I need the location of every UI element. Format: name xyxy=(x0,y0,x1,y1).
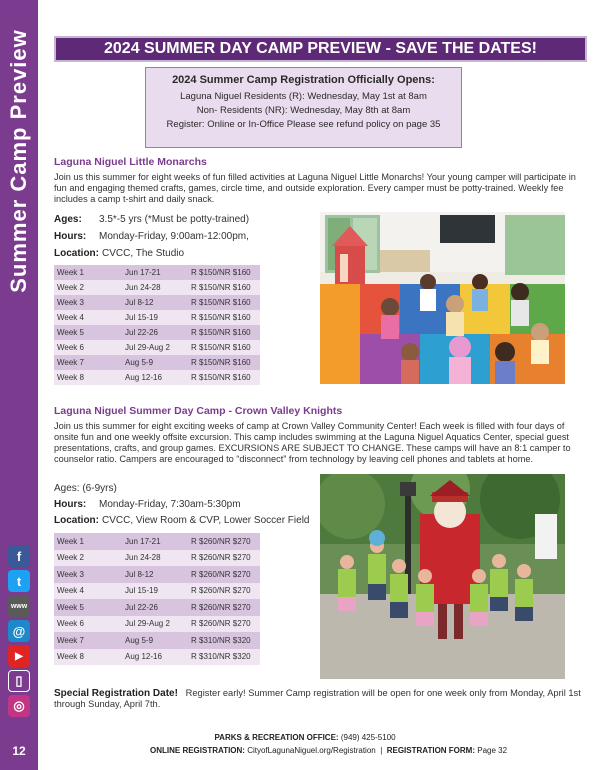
facebook-icon[interactable]: f xyxy=(8,545,30,567)
knights-description: Join us this summer for eight exciting weeks of camp at Crown Valley Community Center! Each week is filled with four days of onsite fun and one weekly offsite excursion. This camp includes swimming at the Laguna Niguel Aquatics Center, special guest presentations, crafts, and group games. EXCURSIONS ARE SUBJECT TO CHANGE. These camps will have an 8:1 camper to counselor ratio. Campers are encouraged to “disconnect” from technology by leaving cell phones and tablets at home. xyxy=(54,421,571,464)
classroom-photo xyxy=(320,212,565,384)
table-row: Week 7 Aug 5-9 R $310/NR $320 xyxy=(54,632,260,649)
registration-box xyxy=(145,67,462,148)
table-row: Week 5 Jul 22-26 R $150/NR $160 xyxy=(54,325,260,340)
monarchs-ages: Ages: 3.5*-5 yrs (*Must be potty-trained) xyxy=(54,214,250,225)
registration-heading: 2024 Summer Camp Registration Officially Opens: xyxy=(172,74,435,86)
page-number: 12 xyxy=(12,744,26,758)
sidebar-title: Summer Camp Preview xyxy=(6,29,31,293)
monarchs-description: Join us this summer for eight weeks of fun filled activities at Laguna Niguel Little Monarchs! Your young camper will participate in fun and engaging themed crafts, games, circle time, and outside exploration. Every camper must be potty-trained. Weekly fee includes a camp t-shirt and daily snack. xyxy=(54,172,576,204)
table-row: Week 4 Jul 15-19 R $150/NR $160 xyxy=(54,310,260,325)
table-row: Week 2 Jun 24-28 R $150/NR $160 xyxy=(54,280,260,295)
camp-group-photo xyxy=(320,474,565,679)
table-row: Week 8 Aug 12-16 R $310/NR $320 xyxy=(54,649,260,666)
monarchs-schedule-table xyxy=(54,265,260,385)
table-row: Week 2 Jun 24-28 R $260/NR $270 xyxy=(54,550,260,567)
registration-method: Register: Online or In-Office Please see refund policy on page 35 xyxy=(166,119,441,130)
table-row: Week 4 Jul 15-19 R $260/NR $270 xyxy=(54,583,260,600)
knights-title: Laguna Niguel Summer Day Camp - Crown Valley Knights xyxy=(54,405,343,417)
instagram-icon[interactable]: ◎ xyxy=(8,695,30,717)
email-icon[interactable]: @ xyxy=(8,620,30,642)
monarchs-location: Location: CVCC, The Studio xyxy=(54,248,185,259)
table-row: Week 3 Jul 8-12 R $260/NR $270 xyxy=(54,566,260,583)
youtube-icon[interactable]: ▶ xyxy=(8,645,30,667)
registration-link[interactable]: CityofLagunaNiguel.org/Registration xyxy=(247,746,376,755)
web-icon[interactable]: www xyxy=(8,595,30,617)
page-banner: 2024 SUMMER DAY CAMP PREVIEW - SAVE THE DATES! xyxy=(54,36,587,62)
monarchs-hours: Hours: Monday-Friday, 9:00am-12:00pm, xyxy=(54,231,249,242)
knights-ages: Ages: (6-9yrs) xyxy=(54,483,117,494)
footer-registration: ONLINE REGISTRATION: CityofLagunaNiguel.org/Registration | REGISTRATION FORM: Page 32 xyxy=(150,746,508,755)
phone-icon[interactable]: ▯ xyxy=(8,670,30,692)
knights-hours: Hours: Monday-Friday, 7:30am-5:30pm xyxy=(54,499,241,510)
special-registration-text: Register early! Summer Camp registration will be open for one week only from Monday, April 1st through Sunday, April 7th. xyxy=(54,688,581,709)
table-row: Week 6 Jul 29-Aug 2 R $260/NR $270 xyxy=(54,616,260,633)
monarchs-title: Laguna Niguel Little Monarchs xyxy=(54,156,207,168)
knights-location: Location: CVCC, View Room & CVP, Lower Soccer Field xyxy=(54,515,310,526)
table-row: Week 7 Aug 5-9 R $150/NR $160 xyxy=(54,355,260,370)
registration-non-residents: Non- Residents (NR): Wednesday, May 8th at 8am xyxy=(196,105,411,116)
knights-schedule-table xyxy=(54,533,260,665)
table-row: Week 1 Jun 17-21 R $150/NR $160 xyxy=(54,265,260,280)
table-row: Week 6 Jul 29-Aug 2 R $150/NR $160 xyxy=(54,340,260,355)
sidebar xyxy=(0,0,38,770)
table-row: Week 8 Aug 12-16 R $150/NR $160 xyxy=(54,370,260,385)
special-registration-note xyxy=(54,688,587,710)
footer-office: PARKS & RECREATION OFFICE: (949) 425-5100 xyxy=(214,733,396,742)
registration-residents: Laguna Niguel Residents (R): Wednesday, May 1st at 8am xyxy=(180,91,427,102)
special-registration-label: Special Registration Date! xyxy=(54,688,178,699)
table-row: Week 3 Jul 8-12 R $150/NR $160 xyxy=(54,295,260,310)
table-row: Week 1 Jun 17-21 R $260/NR $270 xyxy=(54,533,260,550)
table-row: Week 5 Jul 22-26 R $260/NR $270 xyxy=(54,599,260,616)
twitter-icon[interactable]: t xyxy=(8,570,30,592)
